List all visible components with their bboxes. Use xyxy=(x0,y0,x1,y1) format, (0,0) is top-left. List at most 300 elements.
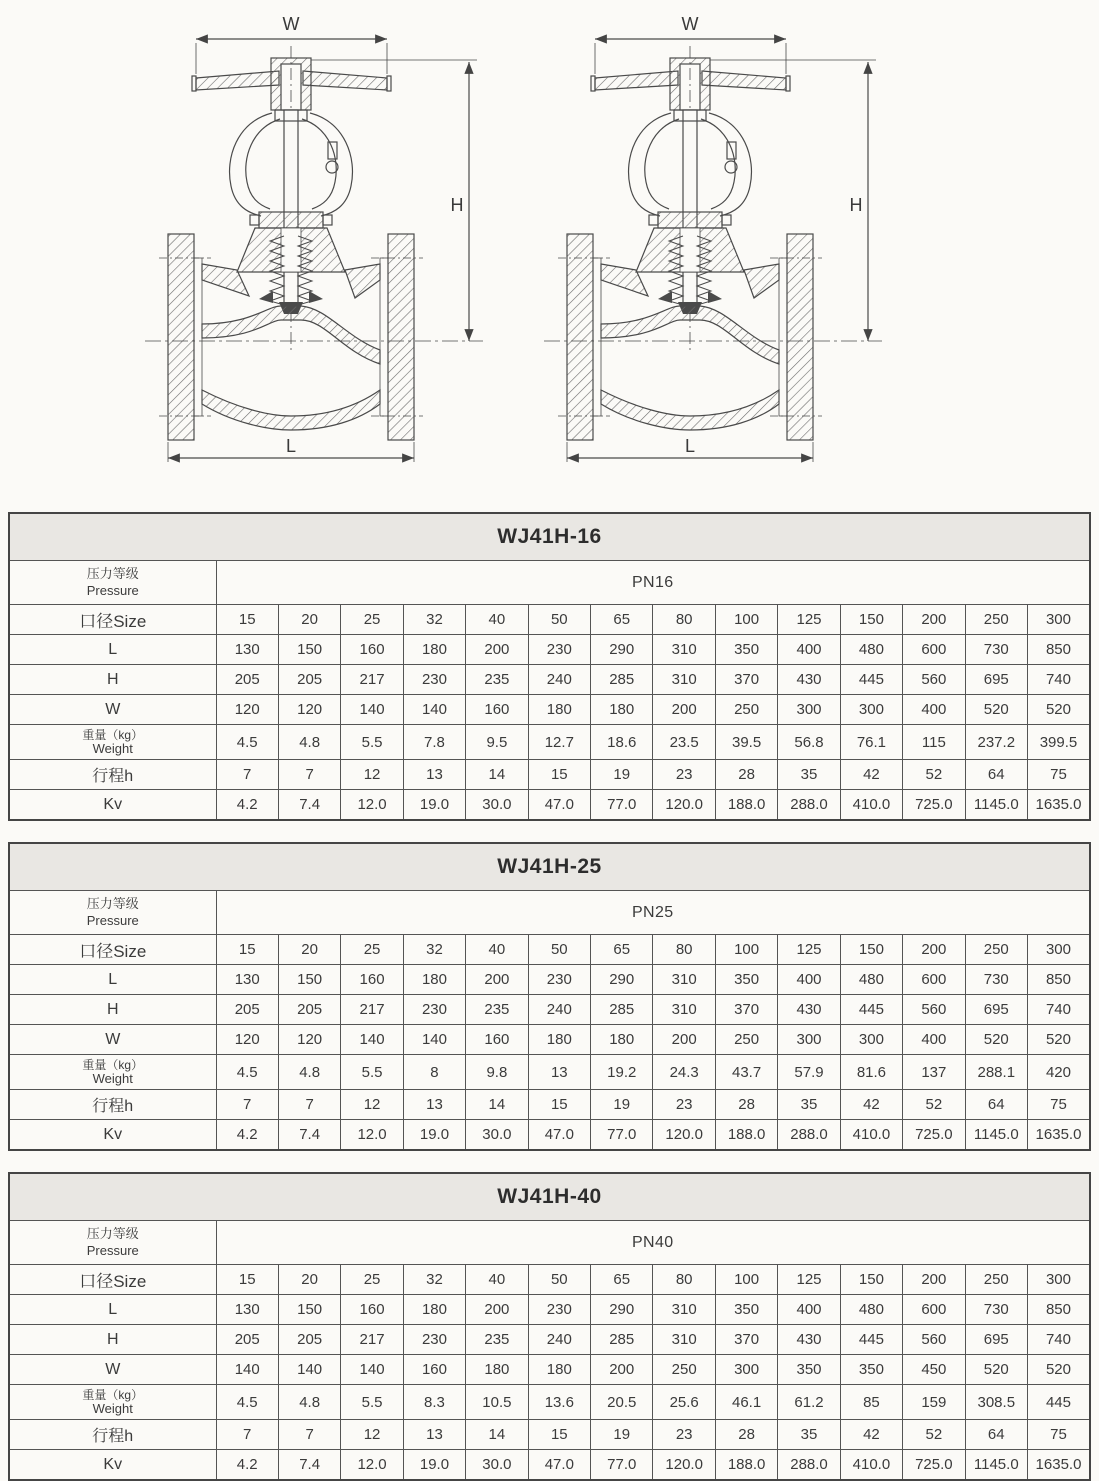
pressure-label-cn: 压力等级 xyxy=(86,565,139,581)
spec-value: 7 xyxy=(216,760,278,790)
table-wj41h-40 xyxy=(8,1172,1091,1481)
spec-value: 730 xyxy=(965,965,1027,995)
spec-value: 240 xyxy=(528,665,590,695)
size-value: 80 xyxy=(653,1265,715,1295)
spec-value: 850 xyxy=(1027,965,1090,995)
spec-value: 28 xyxy=(715,760,777,790)
spec-value: 217 xyxy=(341,1325,403,1355)
spec-value: 350 xyxy=(715,635,777,665)
spec-value: 400 xyxy=(778,1295,840,1325)
spec-value: 47.0 xyxy=(528,1450,590,1481)
spec-value: 430 xyxy=(778,995,840,1025)
spec-value: 7 xyxy=(278,1090,340,1120)
size-value: 300 xyxy=(1027,605,1090,635)
spec-value: 285 xyxy=(591,995,653,1025)
spec-value: 4.2 xyxy=(216,1120,278,1151)
spec-value: 19 xyxy=(591,1090,653,1120)
spec-value: 560 xyxy=(903,665,965,695)
size-value: 300 xyxy=(1027,1265,1090,1295)
spec-value: 12.7 xyxy=(528,725,590,760)
spec-value: 15 xyxy=(528,760,590,790)
data-row xyxy=(9,1295,1090,1325)
spec-value: 237.2 xyxy=(965,725,1027,760)
spec-value: 1145.0 xyxy=(965,1120,1027,1151)
pressure-value: PN25 xyxy=(216,891,1090,935)
table-title: WJ41H-16 xyxy=(9,513,1090,561)
spec-value: 230 xyxy=(403,1325,465,1355)
spec-value: 130 xyxy=(216,635,278,665)
spec-value: 310 xyxy=(653,965,715,995)
row-label: L xyxy=(9,635,216,665)
spec-value: 12.0 xyxy=(341,790,403,821)
spec-value: 400 xyxy=(903,695,965,725)
spec-value: 370 xyxy=(715,665,777,695)
spec-value: 180 xyxy=(591,695,653,725)
spec-value: 14 xyxy=(466,1420,528,1450)
spec-value: 64 xyxy=(965,760,1027,790)
spec-value: 52 xyxy=(903,760,965,790)
spec-value: 288.0 xyxy=(778,1120,840,1151)
spec-value: 4.5 xyxy=(216,1055,278,1090)
spec-value: 300 xyxy=(778,1025,840,1055)
size-value: 32 xyxy=(403,605,465,635)
spec-value: 7.4 xyxy=(278,1120,340,1151)
row-label xyxy=(9,725,216,760)
spec-value: 7.4 xyxy=(278,790,340,821)
spec-value: 42 xyxy=(840,760,902,790)
spec-value: 480 xyxy=(840,965,902,995)
spec-value: 290 xyxy=(591,965,653,995)
size-value: 40 xyxy=(466,1265,528,1295)
spec-value: 64 xyxy=(965,1420,1027,1450)
spec-value: 140 xyxy=(216,1355,278,1385)
size-value: 200 xyxy=(903,935,965,965)
spec-tables xyxy=(8,512,1091,1481)
spec-value: 600 xyxy=(903,965,965,995)
spec-value: 285 xyxy=(591,1325,653,1355)
spec-value: 140 xyxy=(341,1025,403,1055)
size-value: 20 xyxy=(278,935,340,965)
row-label: H xyxy=(9,665,216,695)
size-header-label: 口径Size xyxy=(9,935,216,965)
data-row xyxy=(9,635,1090,665)
spec-value: 140 xyxy=(341,1355,403,1385)
spec-value: 285 xyxy=(591,665,653,695)
spec-value: 230 xyxy=(528,635,590,665)
table-title-row xyxy=(9,513,1090,561)
spec-value: 120.0 xyxy=(653,1450,715,1481)
spec-value: 19.2 xyxy=(591,1055,653,1090)
spec-value: 520 xyxy=(1027,1025,1090,1055)
spec-value: 420 xyxy=(1027,1055,1090,1090)
size-value: 300 xyxy=(1027,935,1090,965)
spec-value: 12 xyxy=(341,1420,403,1450)
spec-value: 19 xyxy=(591,1420,653,1450)
spec-value: 600 xyxy=(903,635,965,665)
spec-value: 370 xyxy=(715,1325,777,1355)
size-value: 65 xyxy=(591,935,653,965)
spec-value: 160 xyxy=(341,965,403,995)
spec-value: 310 xyxy=(653,635,715,665)
spec-value: 7 xyxy=(278,1420,340,1450)
row-label: W xyxy=(9,1355,216,1385)
spec-value: 5.5 xyxy=(341,1385,403,1420)
spec-value: 77.0 xyxy=(591,1450,653,1481)
spec-value: 560 xyxy=(903,995,965,1025)
spec-value: 24.3 xyxy=(653,1055,715,1090)
spec-value: 180 xyxy=(528,695,590,725)
size-value: 250 xyxy=(965,1265,1027,1295)
spec-value: 725.0 xyxy=(903,1120,965,1151)
spec-value: 480 xyxy=(840,1295,902,1325)
spec-value: 230 xyxy=(528,1295,590,1325)
spec-value: 300 xyxy=(840,695,902,725)
spec-value: 288.1 xyxy=(965,1055,1027,1090)
spec-value: 47.0 xyxy=(528,1120,590,1151)
data-row xyxy=(9,1090,1090,1120)
spec-value: 450 xyxy=(903,1355,965,1385)
spec-value: 160 xyxy=(403,1355,465,1385)
spec-value: 308.5 xyxy=(965,1385,1027,1420)
spec-value: 200 xyxy=(653,1025,715,1055)
row-label-en: Weight xyxy=(92,1071,133,1087)
spec-value: 23 xyxy=(653,760,715,790)
spec-value: 310 xyxy=(653,1295,715,1325)
spec-value: 180 xyxy=(403,965,465,995)
size-header-row xyxy=(9,1265,1090,1295)
size-header-row xyxy=(9,605,1090,635)
size-value: 20 xyxy=(278,1265,340,1295)
pressure-label xyxy=(9,561,216,605)
spec-value: 120 xyxy=(216,695,278,725)
row-label-cn: 重量（kg） xyxy=(82,1387,144,1402)
spec-value: 35 xyxy=(778,1090,840,1120)
pressure-row xyxy=(9,561,1090,605)
spec-value: 217 xyxy=(341,995,403,1025)
valve-drawing-right xyxy=(544,14,882,462)
size-value: 100 xyxy=(715,1265,777,1295)
spec-value: 250 xyxy=(715,1025,777,1055)
data-row xyxy=(9,790,1090,821)
spec-value: 76.1 xyxy=(840,725,902,760)
spec-value: 445 xyxy=(1027,1385,1090,1420)
spec-value: 4.5 xyxy=(216,1385,278,1420)
spec-value: 180 xyxy=(528,1025,590,1055)
spec-value: 9.5 xyxy=(466,725,528,760)
size-value: 100 xyxy=(715,605,777,635)
row-label xyxy=(9,1385,216,1420)
table-title: WJ41H-40 xyxy=(9,1173,1090,1221)
spec-value: 75 xyxy=(1027,1090,1090,1120)
pressure-label xyxy=(9,1221,216,1265)
pressure-row xyxy=(9,1221,1090,1265)
spec-value: 200 xyxy=(466,635,528,665)
spec-value: 600 xyxy=(903,1295,965,1325)
row-label xyxy=(9,1055,216,1090)
spec-value: 115 xyxy=(903,725,965,760)
spec-value: 730 xyxy=(965,1295,1027,1325)
size-value: 40 xyxy=(466,935,528,965)
spec-value: 77.0 xyxy=(591,1120,653,1151)
spec-value: 14 xyxy=(466,760,528,790)
spec-value: 12 xyxy=(341,760,403,790)
row-label: L xyxy=(9,1295,216,1325)
spec-value: 230 xyxy=(403,995,465,1025)
spec-value: 19.0 xyxy=(403,1120,465,1151)
row-label: H xyxy=(9,1325,216,1355)
spec-value: 8.3 xyxy=(403,1385,465,1420)
spec-value: 230 xyxy=(403,665,465,695)
spec-value: 410.0 xyxy=(840,790,902,821)
spec-value: 1635.0 xyxy=(1027,790,1090,821)
spec-value: 160 xyxy=(341,1295,403,1325)
row-label-cn: 重量（kg） xyxy=(82,727,144,742)
spec-value: 15 xyxy=(528,1090,590,1120)
spec-value: 30.0 xyxy=(466,1450,528,1481)
spec-value: 19.0 xyxy=(403,1450,465,1481)
spec-value: 9.8 xyxy=(466,1055,528,1090)
spec-value: 4.2 xyxy=(216,1450,278,1481)
spec-value: 4.8 xyxy=(278,1055,340,1090)
spec-value: 695 xyxy=(965,665,1027,695)
spec-value: 310 xyxy=(653,995,715,1025)
spec-value: 695 xyxy=(965,995,1027,1025)
data-row xyxy=(9,1055,1090,1090)
row-label-cn: 重量（kg） xyxy=(82,1057,144,1072)
valve-drawings-area xyxy=(0,0,1099,500)
size-value: 150 xyxy=(840,935,902,965)
spec-value: 288.0 xyxy=(778,790,840,821)
spec-value: 370 xyxy=(715,995,777,1025)
spec-value: 64 xyxy=(965,1090,1027,1120)
spec-value: 850 xyxy=(1027,635,1090,665)
spec-value: 350 xyxy=(778,1355,840,1385)
spec-value: 140 xyxy=(403,695,465,725)
spec-value: 30.0 xyxy=(466,790,528,821)
spec-value: 1145.0 xyxy=(965,790,1027,821)
row-label: 行程h xyxy=(9,760,216,790)
spec-value: 15 xyxy=(528,1420,590,1450)
spec-value: 12 xyxy=(341,1090,403,1120)
table-wj41h-16 xyxy=(8,512,1091,821)
spec-value: 8 xyxy=(403,1055,465,1090)
spec-value: 400 xyxy=(778,635,840,665)
spec-value: 150 xyxy=(278,965,340,995)
spec-value: 290 xyxy=(591,635,653,665)
spec-value: 250 xyxy=(653,1355,715,1385)
spec-value: 205 xyxy=(216,1325,278,1355)
spec-value: 13 xyxy=(403,1090,465,1120)
spec-value: 410.0 xyxy=(840,1120,902,1151)
spec-value: 47.0 xyxy=(528,790,590,821)
size-value: 150 xyxy=(840,1265,902,1295)
row-label: Kv xyxy=(9,1120,216,1151)
pressure-label-cn: 压力等级 xyxy=(86,895,139,911)
spec-value: 85 xyxy=(840,1385,902,1420)
spec-value: 19.0 xyxy=(403,790,465,821)
valve-drawings-svg: W H L xyxy=(0,0,1099,500)
spec-value: 120 xyxy=(278,1025,340,1055)
spec-value: 42 xyxy=(840,1420,902,1450)
table-title-row xyxy=(9,843,1090,891)
spec-value: 14 xyxy=(466,1090,528,1120)
spec-value: 740 xyxy=(1027,665,1090,695)
size-value: 32 xyxy=(403,1265,465,1295)
row-label: Kv xyxy=(9,1450,216,1481)
spec-value: 28 xyxy=(715,1090,777,1120)
size-value: 15 xyxy=(216,935,278,965)
spec-value: 230 xyxy=(528,965,590,995)
spec-value: 399.5 xyxy=(1027,725,1090,760)
spec-value: 350 xyxy=(715,1295,777,1325)
spec-value: 7 xyxy=(216,1090,278,1120)
spec-value: 350 xyxy=(715,965,777,995)
pressure-value: PN40 xyxy=(216,1221,1090,1265)
size-value: 65 xyxy=(591,605,653,635)
spec-value: 7 xyxy=(278,760,340,790)
size-value: 50 xyxy=(528,1265,590,1295)
size-value: 80 xyxy=(653,935,715,965)
spec-value: 350 xyxy=(840,1355,902,1385)
spec-value: 160 xyxy=(341,635,403,665)
spec-value: 4.5 xyxy=(216,725,278,760)
spec-value: 205 xyxy=(216,995,278,1025)
spec-value: 7.8 xyxy=(403,725,465,760)
spec-value: 52 xyxy=(903,1420,965,1450)
spec-value: 137 xyxy=(903,1055,965,1090)
spec-value: 520 xyxy=(965,1355,1027,1385)
spec-value: 188.0 xyxy=(715,1120,777,1151)
size-value: 25 xyxy=(341,1265,403,1295)
row-label: Kv xyxy=(9,790,216,821)
spec-value: 205 xyxy=(216,665,278,695)
spec-value: 240 xyxy=(528,995,590,1025)
spec-value: 310 xyxy=(653,665,715,695)
size-value: 250 xyxy=(965,935,1027,965)
row-label: L xyxy=(9,965,216,995)
spec-value: 13 xyxy=(528,1055,590,1090)
spec-value: 188.0 xyxy=(715,790,777,821)
spec-value: 7.4 xyxy=(278,1450,340,1481)
size-header-label: 口径Size xyxy=(9,605,216,635)
spec-value: 445 xyxy=(840,995,902,1025)
spec-value: 288.0 xyxy=(778,1450,840,1481)
pressure-row xyxy=(9,891,1090,935)
valve-drawing-left xyxy=(145,14,483,462)
size-header-row xyxy=(9,935,1090,965)
table-wj41h-25 xyxy=(8,842,1091,1151)
spec-value: 19 xyxy=(591,760,653,790)
spec-value: 160 xyxy=(466,1025,528,1055)
spec-value: 77.0 xyxy=(591,790,653,821)
spec-value: 240 xyxy=(528,1325,590,1355)
spec-value: 520 xyxy=(965,1025,1027,1055)
spec-value: 42 xyxy=(840,1090,902,1120)
spec-value: 300 xyxy=(840,1025,902,1055)
spec-value: 120 xyxy=(216,1025,278,1055)
spec-value: 160 xyxy=(466,695,528,725)
row-label-en: Weight xyxy=(92,741,133,757)
spec-value: 140 xyxy=(403,1025,465,1055)
size-value: 50 xyxy=(528,935,590,965)
pressure-label-en: Pressure xyxy=(86,582,139,598)
spec-value: 140 xyxy=(278,1355,340,1385)
spec-value: 13 xyxy=(403,1420,465,1450)
spec-value: 43.7 xyxy=(715,1055,777,1090)
spec-value: 430 xyxy=(778,665,840,695)
spec-value: 205 xyxy=(278,1325,340,1355)
data-row xyxy=(9,665,1090,695)
spec-value: 740 xyxy=(1027,1325,1090,1355)
spec-value: 75 xyxy=(1027,1420,1090,1450)
spec-value: 7 xyxy=(216,1420,278,1450)
spec-value: 56.8 xyxy=(778,725,840,760)
spec-value: 310 xyxy=(653,1325,715,1355)
data-row xyxy=(9,995,1090,1025)
size-value: 100 xyxy=(715,935,777,965)
spec-value: 520 xyxy=(1027,695,1090,725)
row-label: W xyxy=(9,1025,216,1055)
size-value: 32 xyxy=(403,935,465,965)
spec-value: 150 xyxy=(278,1295,340,1325)
spec-value: 23.5 xyxy=(653,725,715,760)
spec-value: 1635.0 xyxy=(1027,1450,1090,1481)
spec-value: 400 xyxy=(903,1025,965,1055)
spec-value: 4.2 xyxy=(216,790,278,821)
spec-value: 12.0 xyxy=(341,1120,403,1151)
spec-value: 217 xyxy=(341,665,403,695)
spec-value: 520 xyxy=(1027,1355,1090,1385)
pressure-value: PN16 xyxy=(216,561,1090,605)
data-row xyxy=(9,1420,1090,1450)
spec-value: 1145.0 xyxy=(965,1450,1027,1481)
spec-value: 235 xyxy=(466,995,528,1025)
row-label-en: Weight xyxy=(92,1401,133,1417)
spec-value: 740 xyxy=(1027,995,1090,1025)
spec-value: 200 xyxy=(466,1295,528,1325)
size-value: 125 xyxy=(778,1265,840,1295)
spec-value: 4.8 xyxy=(278,725,340,760)
data-row xyxy=(9,760,1090,790)
spec-value: 205 xyxy=(278,995,340,1025)
spec-value: 52 xyxy=(903,1090,965,1120)
data-row xyxy=(9,1385,1090,1420)
data-row xyxy=(9,725,1090,760)
size-value: 15 xyxy=(216,605,278,635)
size-value: 125 xyxy=(778,935,840,965)
spec-value: 250 xyxy=(715,695,777,725)
data-row xyxy=(9,1025,1090,1055)
spec-value: 120.0 xyxy=(653,1120,715,1151)
spec-value: 410.0 xyxy=(840,1450,902,1481)
spec-value: 5.5 xyxy=(341,725,403,760)
spec-value: 130 xyxy=(216,965,278,995)
pressure-label xyxy=(9,891,216,935)
spec-value: 39.5 xyxy=(715,725,777,760)
spec-value: 430 xyxy=(778,1325,840,1355)
size-value: 125 xyxy=(778,605,840,635)
size-value: 15 xyxy=(216,1265,278,1295)
spec-value: 81.6 xyxy=(840,1055,902,1090)
data-row xyxy=(9,1355,1090,1385)
spec-value: 46.1 xyxy=(715,1385,777,1420)
row-label: W xyxy=(9,695,216,725)
spec-value: 235 xyxy=(466,665,528,695)
spec-value: 200 xyxy=(653,695,715,725)
size-value: 65 xyxy=(591,1265,653,1295)
size-value: 40 xyxy=(466,605,528,635)
data-row xyxy=(9,1120,1090,1151)
